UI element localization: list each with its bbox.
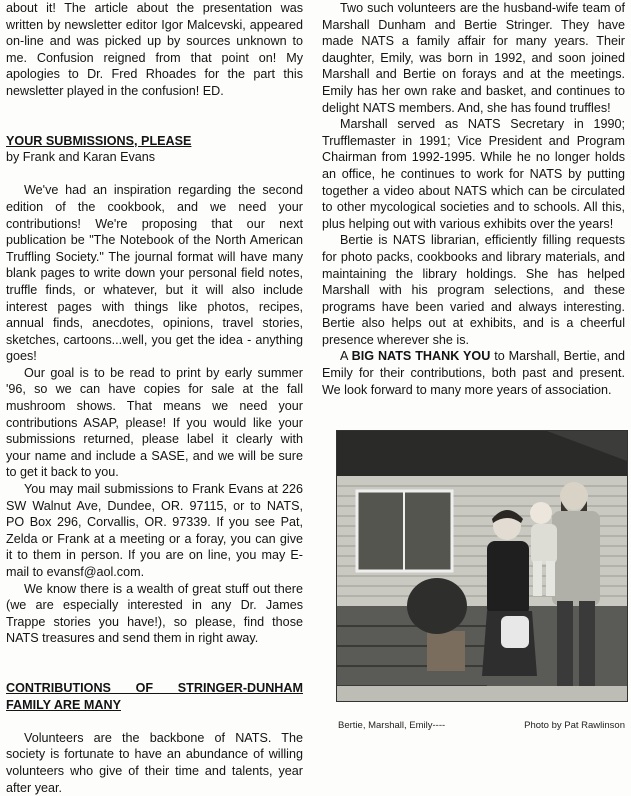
submissions-paragraph-2: Our goal is to be read to print by early summer '96, so we can have copies for sale at the fall mushroom shows. That means we need your contributions ASAP, please! If you would like your submissions returned, please label it clearly with your name and include a SASE, and we will be sure to get it back to you. xyxy=(6,365,303,480)
contributions-paragraph-1: Volunteers are the backbone of NATS. The society is fortunate to have an abundance of willing volunteers who give of their time and talents, year after year. xyxy=(6,730,303,795)
left-column xyxy=(6,0,303,796)
photo-caption: Bertie, Marshall, Emily---- xyxy=(338,720,446,731)
submissions-paragraph-3: You may mail submissions to Frank Evans at 226 SW Walnut Ave, Dundee, OR. 97115, or to NATS, PO Box 296, Corvallis, OR. 97339. If you see Pat, Zelda or Frank at a meeting or a foray, you can give it to them in person. If you are on line, you may E-mail to evansf@aol.com. xyxy=(6,482,303,579)
contributions-heading-line1: CONTRIBUTIONS OF STRINGER-DUNHAM xyxy=(6,680,303,695)
thanks-paragraph xyxy=(322,348,625,398)
contributions-heading-line2: FAMILY ARE MANY xyxy=(6,697,121,712)
submissions-byline: by Frank and Karan Evans xyxy=(6,150,156,165)
thanks-lead: A xyxy=(340,349,352,364)
volunteers-paragraph-1: Two such volunteers are the husband-wife team of Marshall Dunham and Bertie Stringer. They have made NATS a family affair for many years. Their daughter, Emily, was born in 1992, and soon joined Marshall and Bertie on forays and at the meetings. Emily has her own rake and basket, and continues to delight NATS members. And, she has found truffles! xyxy=(322,1,625,115)
volunteers-paragraph-3: Bertie is NATS librarian, efficiently filling requests for photo packs, cookbooks and library materials, and maintaining the library holdings. She has helped Marshall with his program selections, and these programs have been varied and always interesting. Bertie also helps out at exhibits, and is a cheerful presence wherever she is. xyxy=(322,233,625,347)
submissions-heading: YOUR SUBMISSIONS, PLEASE xyxy=(6,133,192,148)
right-column xyxy=(322,0,625,398)
volunteers-paragraph-2: Marshall served as NATS Secretary in 1990; Trufflemaster in 1991; Vice President and Program Chairman from 1992-1995. While he no longer holds an office, he continues to work for NATS by putting together a video about NATS which can be circulated to other mycological societies and to schools. All this, plus helping out with various exhibits over the years! xyxy=(322,117,625,231)
thanks-bold: BIG NATS THANK YOU xyxy=(351,349,491,364)
submissions-paragraph-1: We've had an inspiration regarding the second edition of the cookbook, and we need your contributions! We're proposing that our next publication be "The Notebook of the North American Truffling Society." The journal format will have many blank pages to write down your personal field notes, truffle finds, or whatever, but it will also include interest pages with things like photos, recipes, annual finds, anecdotes, opinions, travel stories, sketches, cartoons...well, you get the idea - anything goes! xyxy=(6,183,303,364)
intro-paragraph: about it! The article about the presentation was written by newsletter editor Igor Malcevski, appeared on-line and was picked up by sources unknown to me. Confusion reigned from that point on! My apologies to Dr. Fred Rhoades for the part this newsletter played in the confusion! ED. xyxy=(6,1,303,98)
thanks-rest: to Marshall, Bertie, and Emily for their contributions, both past and present. We look forward to many more years of association. xyxy=(322,349,625,397)
photo-credit: Photo by Pat Rawlinson xyxy=(524,720,625,731)
submissions-paragraph-4: We know there is a wealth of great stuff out there (we are especially interested in any Dr. James Trappe stories you have!), so please, find those NATS treasures and send them in right away. xyxy=(6,581,303,646)
family-photo xyxy=(336,430,628,702)
